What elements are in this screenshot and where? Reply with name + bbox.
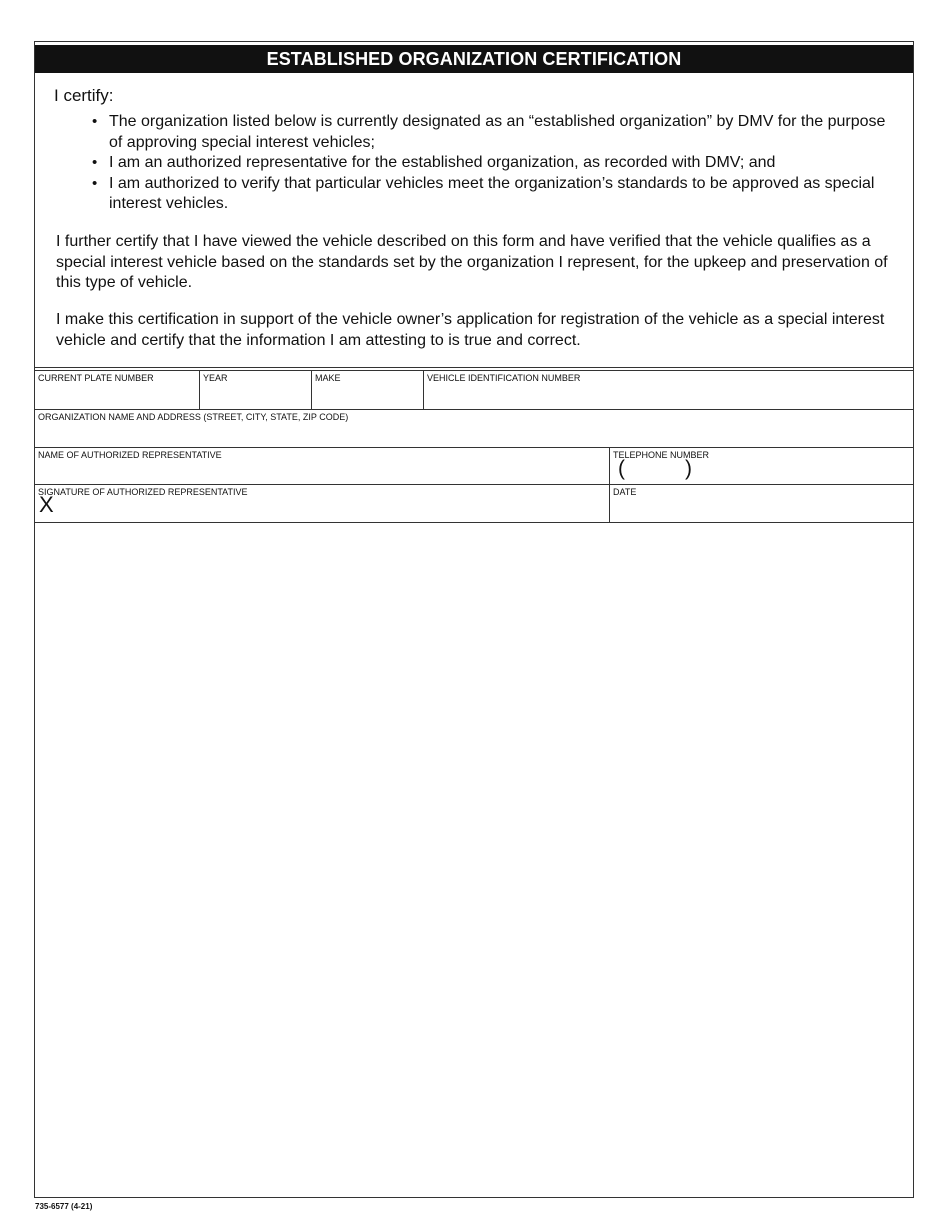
- organization-row: [35, 410, 913, 448]
- certification-text: The organization listed below is currently designated as an “established organization” by DMV for the purpose of approving special interest vehicles;: [109, 113, 886, 151]
- form-title: ESTABLISHED ORGANIZATION CERTIFICATION: [35, 45, 913, 73]
- signature-x-mark: X: [39, 492, 54, 517]
- bullet-icon: •: [92, 113, 98, 130]
- vin-field[interactable]: [423, 371, 913, 409]
- certify-intro: I certify:: [54, 86, 114, 105]
- representative-name-label: NAME OF AUTHORIZED REPRESENTATIVE: [38, 450, 222, 460]
- signature-field[interactable]: [35, 485, 609, 522]
- form-number: 735-6577 (4-21): [35, 1202, 93, 1211]
- year-label: YEAR: [203, 373, 228, 383]
- certification-list: [92, 112, 892, 215]
- telephone-number-label: TELEPHONE NUMBER: [613, 450, 710, 460]
- area-code-open-paren: (: [618, 457, 625, 480]
- certification-form: [34, 41, 914, 1198]
- representative-row: [35, 448, 913, 485]
- organization-name-address-field[interactable]: [35, 410, 913, 447]
- certification-text: I am authorized to verify that particular vehicles meet the organization’s standards to be approved as special interest vehicles.: [109, 174, 875, 212]
- further-certify-paragraph: I further certify that I have viewed the vehicle described on this form and have verified that the vehicle qualifies as a special interest vehicle based on the standards set by the organization I represent, for the upkeep and preservation of this type of vehicle.: [56, 233, 888, 291]
- bullet-icon: •: [92, 154, 98, 171]
- vin-label: VEHICLE IDENTIFICATION NUMBER: [427, 373, 581, 383]
- date-label: DATE: [613, 487, 637, 497]
- signature-row: [35, 485, 913, 523]
- current-plate-number-field[interactable]: [35, 371, 199, 409]
- bullet-icon: •: [92, 174, 98, 192]
- signature-label: SIGNATURE OF AUTHORIZED REPRESENTATIVE: [38, 487, 248, 497]
- current-plate-number-label: CURRENT PLATE NUMBER: [38, 373, 154, 383]
- representative-name-field[interactable]: [35, 448, 609, 484]
- make-field[interactable]: [311, 371, 423, 409]
- telephone-number-field[interactable]: [609, 448, 913, 484]
- organization-name-address-label: ORGANIZATION NAME AND ADDRESS (STREET, CITY, STATE, ZIP CODE): [38, 412, 349, 422]
- date-field[interactable]: [609, 485, 913, 522]
- vehicle-info-row: [35, 371, 913, 410]
- certification-text: I am an authorized representative for the established organization, as recorded with DMV; and: [109, 154, 776, 171]
- certification-item: [92, 153, 892, 174]
- make-label: MAKE: [315, 373, 341, 383]
- support-certification-paragraph: I make this certification in support of the vehicle owner’s application for registration of the vehicle as a special interest vehicle and certify that the information I am attesting to is true and correct.: [56, 311, 885, 349]
- certification-item: [92, 174, 892, 215]
- area-code-close-paren: ): [685, 457, 692, 480]
- certification-item: [92, 112, 892, 153]
- year-field[interactable]: [199, 371, 311, 409]
